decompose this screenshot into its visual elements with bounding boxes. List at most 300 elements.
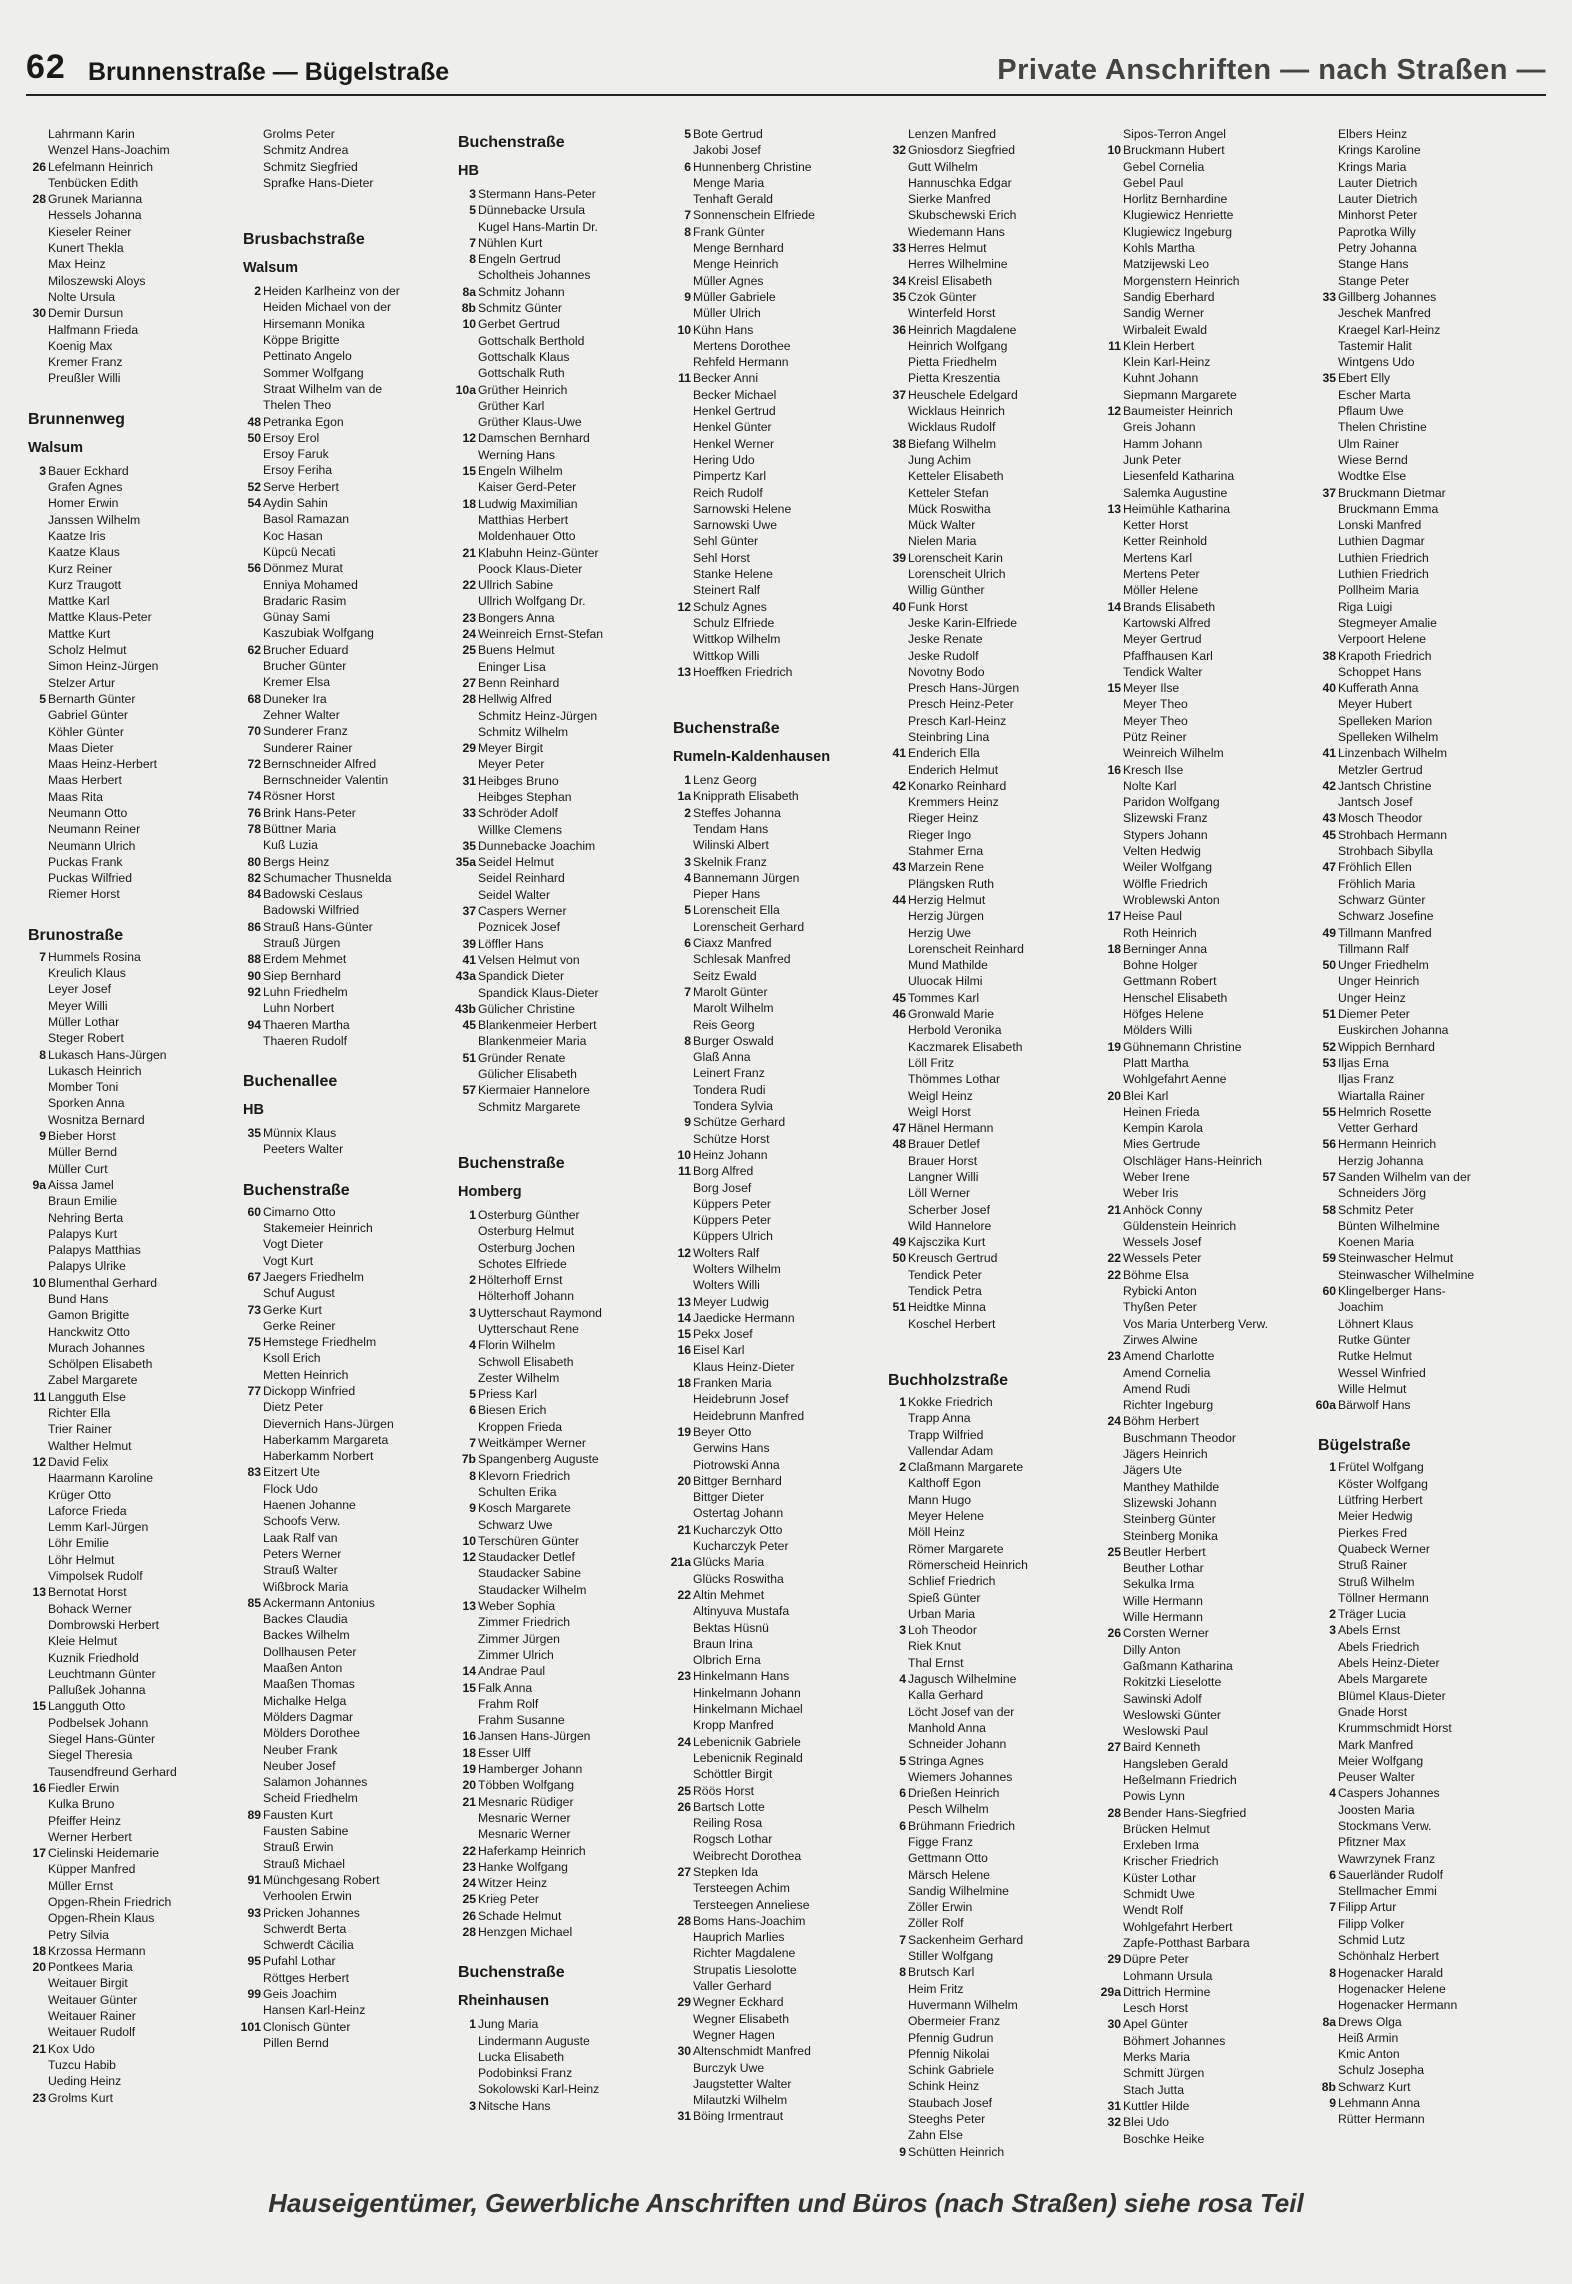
resident-name: Gülicher Elisabeth (478, 1067, 577, 1082)
directory-column (1314, 126, 1529, 2166)
house-number: 9 (899, 2144, 906, 2159)
resident-entry (454, 186, 669, 202)
resident-name: Weitauer Günter (48, 1992, 138, 2007)
resident-name: Aydin Sahin (263, 496, 328, 511)
resident-name: Poznicek Josef (478, 920, 560, 935)
resident-name: Heidebrunn Manfred (693, 1408, 805, 1423)
district-heading: Homberg (458, 1183, 522, 1200)
resident-name: Winterfeld Horst (908, 306, 996, 321)
resident-name: Stegmeyer Amalie (1338, 615, 1437, 630)
house-number: 60a (1315, 1398, 1336, 1413)
resident-entry (1099, 1006, 1314, 1022)
resident-entry (1099, 436, 1314, 452)
resident-name: Wohlgefahrt Herbert (1123, 1919, 1233, 1934)
house-number: 38 (1322, 648, 1336, 663)
resident-name: Pieper Hans (693, 887, 761, 902)
resident-entry (1099, 810, 1314, 826)
resident-name: Urban Maria (908, 1606, 976, 1621)
resident-name: Heiß Armin (1338, 2030, 1399, 2045)
resident-name: Kaatze Klaus (48, 545, 120, 560)
resident-entry (669, 1375, 884, 1391)
resident-name: Grunek Marianna (48, 192, 143, 207)
house-number: 47 (892, 1121, 906, 1136)
resident-entry (24, 1764, 239, 1780)
house-number: 2 (254, 284, 261, 299)
resident-entry (24, 2024, 239, 2040)
resident-entry (1314, 207, 1529, 223)
house-number: 4 (469, 1338, 476, 1353)
house-number: 7 (39, 949, 46, 964)
resident-entry (24, 561, 239, 577)
resident-entry (669, 1750, 884, 1766)
resident-entry (454, 1891, 669, 1907)
resident-entry (454, 1240, 669, 1256)
house-number: 4 (1329, 1786, 1336, 1801)
resident-name: Bruckmann Hubert (1123, 143, 1225, 158)
resident-entry (239, 1562, 454, 1578)
resident-name: Leinert Franz (693, 1066, 765, 1081)
resident-entry (24, 675, 239, 691)
resident-name: Hoeffken Friedrich (693, 664, 793, 679)
resident-name: Pimpertz Karl (693, 469, 767, 484)
resident-name: Günay Sami (263, 610, 331, 625)
resident-entry (1314, 680, 1529, 696)
resident-entry (1314, 729, 1529, 745)
resident-name: Olbrich Erna (693, 1653, 761, 1668)
resident-name: Bongers Anna (478, 610, 555, 625)
resident-entry (239, 1611, 454, 1627)
house-number: 20 (1107, 1088, 1121, 1103)
resident-entry (884, 533, 1099, 549)
house-number: 20 (677, 1473, 691, 1488)
street-heading: Brunnenweg (28, 410, 125, 428)
resident-name: Kreisl Elisabeth (908, 273, 992, 288)
resident-entry (669, 566, 884, 582)
resident-entry (1099, 1283, 1314, 1299)
resident-name: Gettmann Robert (1123, 974, 1217, 989)
resident-name: Ludwig Maximilian (478, 496, 578, 511)
resident-name: Lenzen Manfred (908, 127, 997, 141)
resident-entry (1314, 1655, 1529, 1671)
resident-name: Willke Clemens (478, 822, 562, 837)
resident-name: Richter Ingeburg (1123, 1398, 1214, 1413)
house-number: 18 (462, 496, 476, 511)
resident-name: Milautzki Wilhelm (693, 2093, 788, 2108)
resident-entry (884, 859, 1099, 875)
resident-name: Fiedler Erwin (48, 1780, 120, 1795)
resident-name: Sandig Werner (1123, 306, 1205, 321)
resident-entry (239, 593, 454, 609)
house-number: 33 (462, 806, 476, 821)
section-title: Private Anschriften — nach Straßen — (997, 54, 1546, 86)
street-heading: Buchholzstraße (888, 1371, 1009, 1389)
resident-name: Steeghs Peter (908, 2112, 986, 2127)
resident-entry (24, 870, 239, 886)
resident-name: Wicklaus Rudolf (908, 420, 996, 435)
resident-entry (239, 495, 454, 511)
resident-name: Jägers Ute (1123, 1463, 1182, 1478)
resident-name: Siegel Theresia (48, 1748, 133, 1763)
house-number: 14 (1107, 599, 1121, 614)
resident-name: Spandick Klaus-Dieter (478, 985, 599, 1000)
resident-name: Filipp Artur (1338, 1900, 1397, 1915)
resident-name: Krzossa Hermann (48, 1943, 146, 1958)
resident-name: Kajsczika Kurt (908, 1235, 986, 1250)
resident-entry (1099, 729, 1314, 745)
house-number: 45 (462, 1018, 476, 1033)
resident-name: Wille Hermann (1123, 1593, 1203, 1608)
resident-entry (1099, 631, 1314, 647)
resident-entry (239, 902, 454, 918)
resident-entry (24, 2073, 239, 2089)
house-number: 26 (32, 159, 46, 174)
resident-entry (24, 981, 239, 997)
resident-name: Willig Günther (908, 583, 985, 598)
resident-name: Steinwascher Helmut (1338, 1251, 1454, 1266)
resident-entry (884, 1524, 1099, 1540)
resident-name: David Felix (48, 1454, 109, 1469)
resident-entry (239, 1017, 454, 1033)
resident-name: Jaedicke Hermann (693, 1310, 795, 1325)
resident-name: Jansen Hans-Jürgen (478, 1729, 591, 1744)
resident-name: Podobinksi Franz (478, 2066, 573, 2081)
resident-name: Siep Bernhard (263, 968, 341, 983)
resident-entry (669, 1359, 884, 1375)
resident-name: Presch Karl-Heinz (908, 713, 1007, 728)
resident-entry (884, 1055, 1099, 1071)
resident-name: Klein Herbert (1123, 338, 1195, 353)
resident-name: Sunderer Franz (263, 724, 348, 739)
resident-name: Jeske Karin-Elfriede (908, 615, 1018, 630)
resident-name: Siepmann Margarete (1123, 387, 1237, 402)
resident-name: Kieseler Reiner (48, 224, 132, 239)
resident-entry (454, 447, 669, 463)
resident-name: Herres Wilhelmine (908, 257, 1008, 272)
resident-name: Kaczmarek Elisabeth (908, 1039, 1023, 1054)
resident-entry (239, 919, 454, 935)
house-number: 43 (892, 860, 906, 875)
resident-name: Brands Elisabeth (1123, 599, 1216, 614)
resident-entry (884, 664, 1099, 680)
resident-name: Küpper Manfred (48, 1862, 136, 1877)
house-number: 74 (247, 789, 261, 804)
resident-name: Maaßen Thomas (263, 1677, 355, 1692)
resident-entry (1314, 370, 1529, 386)
resident-entry (1314, 1006, 1529, 1022)
resident-name: Mies Gertrude (1123, 1137, 1201, 1152)
resident-name: Lukasch Hans-Jürgen (48, 1047, 167, 1062)
resident-entry (669, 1766, 884, 1782)
resident-entry (669, 485, 884, 501)
resident-entry (239, 1774, 454, 1790)
resident-name: Kresch Ilse (1123, 762, 1184, 777)
resident-name: Marolt Günter (693, 984, 768, 999)
resident-name: Dickopp Winfried (263, 1384, 356, 1398)
resident-entry (884, 126, 1099, 142)
resident-name: Wodtke Else (1338, 469, 1407, 484)
resident-name: Gaßmann Katharina (1123, 1658, 1233, 1673)
resident-entry (884, 1850, 1099, 1866)
resident-name: Slizewski Johann (1123, 1495, 1217, 1510)
resident-entry (669, 240, 884, 256)
resident-name: Wohlgefahrt Aenne (1123, 1072, 1227, 1087)
resident-entry (669, 1114, 884, 1130)
resident-name: Pesch Wilhelm (908, 1802, 989, 1817)
resident-entry (884, 2127, 1099, 2143)
resident-entry (669, 1489, 884, 1505)
resident-entry (884, 207, 1099, 223)
resident-name: Herres Helmut (908, 241, 987, 256)
resident-name: Roth Heinrich (1123, 925, 1197, 940)
resident-name: Meyer Ilse (1123, 681, 1180, 696)
resident-name: Düpre Peter (1123, 1952, 1189, 1967)
resident-name: Haferkamp Heinrich (478, 1843, 586, 1858)
resident-entry (1099, 1299, 1314, 1315)
resident-name: Schwarz Günter (1338, 892, 1426, 907)
resident-entry (239, 1448, 454, 1464)
resident-entry (669, 1929, 884, 1945)
resident-entry (1314, 338, 1529, 354)
resident-name: Sekulka Irma (1123, 1577, 1195, 1592)
resident-name: Meier Wolfgang (1338, 1753, 1424, 1768)
resident-name: Kalthoff Egon (908, 1476, 981, 1491)
resident-name: Trier Rainer (48, 1422, 112, 1437)
resident-entry (1099, 1707, 1314, 1723)
resident-entry (884, 1443, 1099, 1459)
resident-entry (669, 452, 884, 468)
resident-name: Hemstege Friedhelm (263, 1335, 377, 1350)
resident-name: Mesnaric Werner (478, 1827, 571, 1842)
resident-name: Claßmann Margarete (908, 1460, 1024, 1475)
resident-entry (24, 2041, 239, 2057)
resident-name: Figge Franz (908, 1834, 974, 1849)
resident-entry (884, 973, 1099, 989)
resident-entry (454, 219, 669, 235)
resident-entry (884, 338, 1099, 354)
resident-name: Küpcü Necati (263, 544, 336, 559)
house-number: 18 (677, 1376, 691, 1391)
house-number: 33 (892, 241, 906, 256)
resident-name: Kremmers Heinz (908, 795, 999, 810)
house-number: 15 (1107, 681, 1121, 696)
resident-name: Heibges Stephan (478, 789, 572, 804)
resident-entry (1314, 256, 1529, 272)
resident-entry (884, 680, 1099, 696)
directory-column (239, 126, 454, 2166)
spacer (1314, 1413, 1529, 1429)
resident-name: Czok Günter (908, 289, 977, 304)
resident-name: Enniya Mohamed (263, 577, 358, 592)
resident-entry (239, 283, 454, 299)
resident-name: Slizewski Franz (1123, 811, 1208, 826)
page-header (26, 48, 1546, 96)
resident-name: Weinreich Ernst-Stefan (478, 627, 604, 642)
house-number: 23 (462, 1859, 476, 1874)
resident-entry (239, 1579, 454, 1595)
resident-entry (454, 691, 669, 707)
resident-name: Lütfring Herbert (1338, 1493, 1423, 1508)
resident-name: Konarko Reinhard (908, 778, 1007, 793)
resident-entry (24, 1421, 239, 1437)
resident-entry (1099, 2065, 1314, 2081)
resident-name: Kuß Luzia (263, 838, 318, 853)
resident-entry (884, 925, 1099, 941)
spacer (669, 680, 884, 696)
resident-name: Blei Udo (1123, 2115, 1170, 2130)
resident-entry (1314, 1899, 1529, 1915)
resident-entry (884, 908, 1099, 924)
spacer (454, 1131, 669, 1147)
resident-name: Weber Irene (1123, 1170, 1190, 1184)
resident-name: Pflaum Uwe (1338, 404, 1404, 419)
resident-name: Heidebrunn Josef (693, 1392, 789, 1407)
resident-name: Palapys Kurt (48, 1226, 118, 1241)
resident-entry (884, 1508, 1099, 1524)
resident-name: Hogenacker Harald (1338, 1965, 1444, 1980)
resident-name: Reis Georg (693, 1017, 755, 1032)
resident-entry (1099, 1088, 1314, 1104)
house-number: 41 (462, 952, 476, 967)
resident-name: Corsten Werner (1123, 1626, 1209, 1641)
resident-entry (669, 1391, 884, 1407)
resident-entry (884, 1267, 1099, 1283)
resident-name: Luhn Norbert (263, 1001, 335, 1016)
resident-entry (1314, 1365, 1529, 1381)
resident-name: Ebert Elly (1338, 371, 1391, 386)
resident-name: Geis Joachim (263, 1986, 337, 2001)
resident-name: Bergs Heinz (263, 854, 330, 869)
resident-name: Schöttler Birgit (693, 1767, 773, 1782)
resident-name: Jeske Renate (908, 632, 983, 647)
house-number: 8b (461, 301, 476, 316)
page-number: 62 (26, 48, 66, 86)
resident-name: Brutsch Karl (908, 1965, 975, 1980)
spacer (239, 1049, 454, 1065)
resident-name: Gebel Paul (1123, 175, 1184, 190)
resident-entry (24, 965, 239, 981)
resident-entry (1099, 1397, 1314, 1413)
house-number: 56 (247, 561, 261, 576)
resident-name: Rieger Heinz (908, 811, 979, 826)
street-heading: Bügelstraße (1318, 1437, 1411, 1455)
resident-name: Pierkes Fred (1338, 1525, 1408, 1540)
resident-entry (1314, 1039, 1529, 1055)
resident-entry (1314, 1965, 1529, 1981)
resident-name: Kreulich Klaus (48, 966, 126, 981)
resident-name: Schütten Heinrich (908, 2144, 1005, 2159)
resident-entry (669, 387, 884, 403)
resident-name: Weibrecht Dorothea (693, 1848, 802, 1863)
resident-name: Schneider Johann (908, 1737, 1007, 1752)
resident-entry (1314, 1332, 1529, 1348)
resident-name: Klugiewicz Henriette (1123, 208, 1234, 223)
resident-name: Puckas Frank (48, 854, 123, 869)
resident-entry (1314, 1541, 1529, 1557)
house-number: 22 (462, 578, 476, 593)
resident-name: Gottschalk Berthold (478, 333, 585, 348)
house-number: 22 (677, 1587, 691, 1602)
resident-entry (454, 1099, 669, 1115)
resident-name: Filipp Volker (1338, 1916, 1405, 1931)
resident-name: Wiemers Johannes (908, 1769, 1013, 1784)
resident-name: Hauprich Marlies (693, 1930, 785, 1945)
house-number: 8 (469, 252, 476, 267)
resident-name: Kuznik Friedhold (48, 1650, 139, 1665)
resident-name: Lahrmann Karin (48, 127, 135, 141)
resident-name: Ketteler Elisabeth (908, 469, 1004, 484)
resident-name: Preußler Willi (48, 371, 121, 386)
resident-entry (239, 1790, 454, 1806)
resident-name: Drießen Heinrich (908, 1786, 1000, 1801)
resident-name: Blumenthal Gerhard (48, 1275, 158, 1290)
resident-name: Träger Lucia (1338, 1607, 1406, 1622)
resident-entry (669, 468, 884, 484)
resident-entry (454, 1761, 669, 1777)
resident-entry (669, 370, 884, 386)
resident-name: Luhn Friedhelm (263, 984, 348, 999)
resident-entry (24, 1324, 239, 1340)
resident-entry (1314, 126, 1529, 142)
resident-entry (239, 332, 454, 348)
resident-name: Lebenicnik Reginald (693, 1750, 803, 1765)
house-number: 1 (899, 1394, 906, 1409)
resident-name: Steinbring Lina (908, 729, 990, 744)
resident-name: Janssen Wilhelm (48, 512, 141, 527)
house-number: 51 (1322, 1007, 1336, 1022)
resident-entry (1314, 664, 1529, 680)
resident-entry (239, 642, 454, 658)
resident-name: Maas Heinz-Herbert (48, 757, 158, 772)
resident-name: Neumann Otto (48, 805, 128, 820)
resident-entry (1099, 273, 1314, 289)
resident-entry (1099, 599, 1314, 615)
resident-entry (239, 462, 454, 478)
resident-entry (454, 756, 669, 772)
resident-entry (669, 1163, 884, 1179)
resident-entry (1099, 1919, 1314, 1935)
resident-entry (884, 159, 1099, 175)
resident-name: Bieber Horst (48, 1129, 116, 1144)
resident-name: Kremer Franz (48, 355, 123, 370)
resident-entry (1314, 1267, 1529, 1283)
resident-name: Riemer Horst (48, 887, 120, 902)
resident-name: Abels Margarete (1338, 1672, 1428, 1687)
resident-entry (1314, 1218, 1529, 1234)
resident-name: Puckas Wilfried (48, 871, 132, 886)
house-number: 27 (1107, 1740, 1121, 1755)
resident-entry (239, 1269, 454, 1285)
resident-name: Köppe Brigitte (263, 333, 340, 348)
resident-name: Rutke Helmut (1338, 1349, 1412, 1364)
spacer (24, 903, 239, 919)
resident-entry (884, 713, 1099, 729)
resident-entry (669, 191, 884, 207)
resident-name: Bohne Holger (1123, 958, 1198, 973)
house-number: 3 (469, 1305, 476, 1320)
resident-name: Richter Ella (48, 1406, 111, 1421)
resident-name: Spelleken Wilhelm (1338, 729, 1439, 744)
resident-name: Tendick Petra (908, 1284, 982, 1299)
resident-entry (454, 985, 669, 1001)
resident-entry (1314, 566, 1529, 582)
district-heading: HB (458, 163, 479, 179)
house-number: 48 (247, 414, 261, 429)
resident-name: Mölders Dagmar (263, 1709, 354, 1724)
resident-entry (884, 1394, 1099, 1410)
resident-entry (884, 1006, 1099, 1022)
resident-name: Biesen Erich (478, 1403, 547, 1418)
resident-name: Borg Josef (693, 1180, 752, 1195)
